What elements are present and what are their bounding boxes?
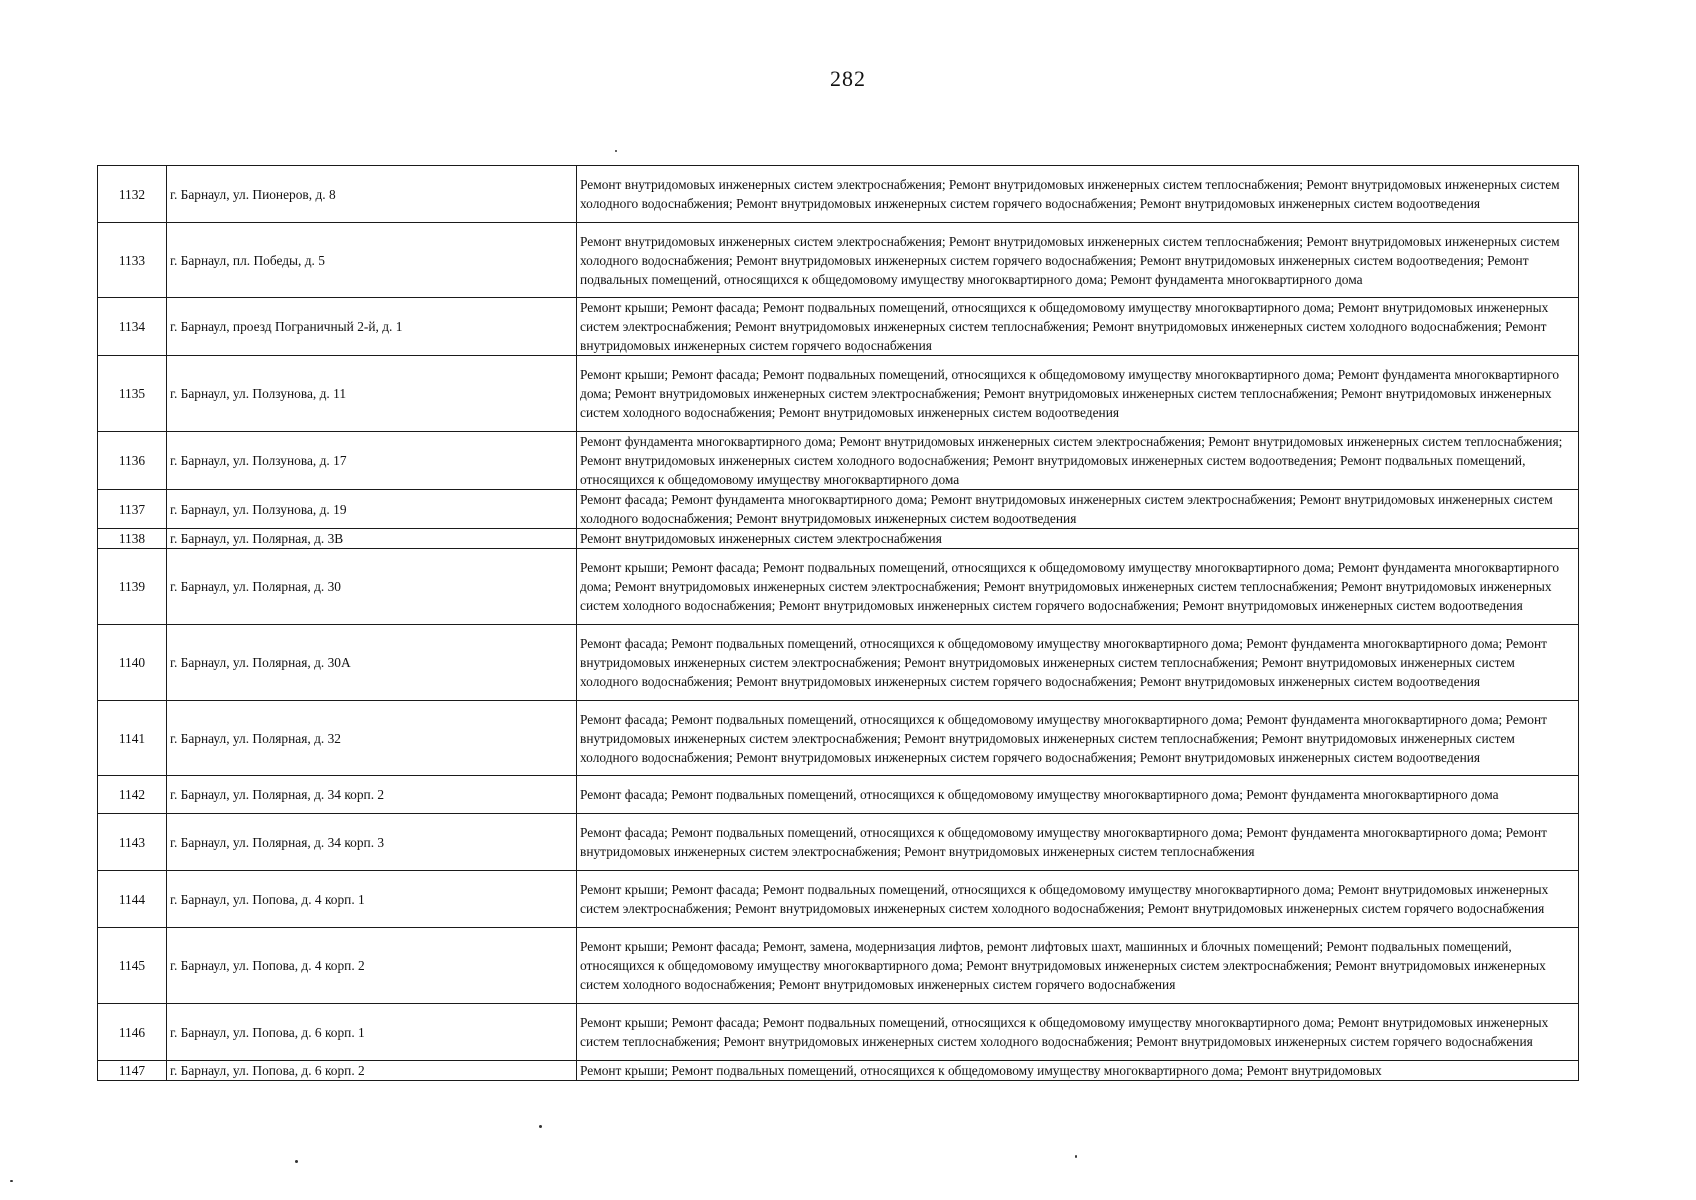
row-number: 1132 <box>98 166 167 223</box>
row-works: Ремонт фасада; Ремонт подвальных помещений, относящихся к общедомовому имуществу многоквартирного дома; Ремонт фундамента многоквартирного дома; Ремонт внутридомовых инженерных систем электроснабжения; Ремонт внутридомовых инженерных систем теплоснабжения <box>577 814 1579 871</box>
row-address: г. Барнаул, ул. Полярная, д. 34 корп. 2 <box>167 776 577 814</box>
works-table <box>97 165 1579 1081</box>
table-row <box>98 1061 1579 1081</box>
row-address: г. Барнаул, ул. Попова, д. 6 корп. 2 <box>167 1061 577 1081</box>
table-row <box>98 356 1579 432</box>
row-address: г. Барнаул, ул. Попова, д. 4 корп. 1 <box>167 871 577 928</box>
row-number: 1136 <box>98 432 167 490</box>
table-row <box>98 814 1579 871</box>
row-works: Ремонт внутридомовых инженерных систем электроснабжения <box>577 529 1579 549</box>
row-address: г. Барнаул, проезд Пограничный 2-й, д. 1 <box>167 298 577 356</box>
scan-speck <box>10 1180 13 1182</box>
row-works: Ремонт внутридомовых инженерных систем электроснабжения; Ремонт внутридомовых инженерных систем теплоснабжения; Ремонт внутридомовых инженерных систем холодного водоснабжения; Ремонт внутридомовых инженерных систем горячего водоснабжения; Ремонт внутридомовых инженерных систем водоотведения; Ремонт подвальных помещений, относящихся к общедомовому имуществу многоквартирного дома; Ремонт фундамента многоквартирного дома <box>577 223 1579 298</box>
row-number: 1135 <box>98 356 167 432</box>
scan-speck <box>1075 1155 1077 1158</box>
table-row <box>98 529 1579 549</box>
page-number: 282 <box>830 66 866 91</box>
row-works: Ремонт фасада; Ремонт подвальных помещений, относящихся к общедомовому имуществу многоквартирного дома; Ремонт фундамента многоквартирного дома <box>577 776 1579 814</box>
scan-speck <box>539 1125 542 1128</box>
row-address: г. Барнаул, пл. Победы, д. 5 <box>167 223 577 298</box>
row-number: 1139 <box>98 549 167 625</box>
row-address: г. Барнаул, ул. Полярная, д. 30 <box>167 549 577 625</box>
row-works: Ремонт крыши; Ремонт фасада; Ремонт подвальных помещений, относящихся к общедомовому имуществу многоквартирного дома; Ремонт фундамента многоквартирного дома; Ремонт внутридомовых инженерных систем электроснабжения; Ремонт внутридомовых инженерных систем теплоснабжения; Ремонт внутридомовых инженерных систем холодного водоснабжения; Ремонт внутридомовых инженерных систем горячего водоснабжения; Ремонт внутридомовых инженерных систем водоотведения <box>577 549 1579 625</box>
row-number: 1137 <box>98 490 167 529</box>
table-row <box>98 166 1579 223</box>
row-address: г. Барнаул, ул. Полярная, д. 32 <box>167 701 577 776</box>
row-address: г. Барнаул, ул. Попова, д. 4 корп. 2 <box>167 928 577 1004</box>
table-row <box>98 625 1579 701</box>
row-address: г. Барнаул, ул. Пионеров, д. 8 <box>167 166 577 223</box>
row-works: Ремонт крыши; Ремонт фасада; Ремонт, замена, модернизация лифтов, ремонт лифтовых шахт, машинных и блочных помещений; Ремонт подвальных помещений, относящихся к общедомовому имуществу многоквартирного дома; Ремонт внутридомовых инженерных систем электроснабжения; Ремонт внутридомовых инженерных систем холодного водоснабжения; Ремонт внутридомовых инженерных систем горячего водоснабжения <box>577 928 1579 1004</box>
table-row <box>98 776 1579 814</box>
table-row <box>98 928 1579 1004</box>
scan-speck <box>295 1160 298 1163</box>
table-row <box>98 871 1579 928</box>
row-number: 1146 <box>98 1004 167 1061</box>
row-address: г. Барнаул, ул. Ползунова, д. 11 <box>167 356 577 432</box>
row-number: 1141 <box>98 701 167 776</box>
row-address: г. Барнаул, ул. Попова, д. 6 корп. 1 <box>167 1004 577 1061</box>
row-number: 1134 <box>98 298 167 356</box>
row-works: Ремонт крыши; Ремонт фасада; Ремонт подвальных помещений, относящихся к общедомовому имуществу многоквартирного дома; Ремонт фундамента многоквартирного дома; Ремонт внутридомовых инженерных систем электроснабжения; Ремонт внутридомовых инженерных систем теплоснабжения; Ремонт внутридомовых инженерных систем холодного водоснабжения; Ремонт внутридомовых инженерных систем водоотведения <box>577 356 1579 432</box>
table-row <box>98 432 1579 490</box>
row-works: Ремонт крыши; Ремонт фасада; Ремонт подвальных помещений, относящихся к общедомовому имуществу многоквартирного дома; Ремонт внутридомовых инженерных систем электроснабжения; Ремонт внутридомовых инженерных систем теплоснабжения; Ремонт внутридомовых инженерных систем холодного водоснабжения; Ремонт внутридомовых инженерных систем горячего водоснабжения <box>577 298 1579 356</box>
row-address: г. Барнаул, ул. Ползунова, д. 17 <box>167 432 577 490</box>
table-row <box>98 298 1579 356</box>
row-number: 1145 <box>98 928 167 1004</box>
table-row <box>98 701 1579 776</box>
row-works: Ремонт фасада; Ремонт подвальных помещений, относящихся к общедомовому имуществу многоквартирного дома; Ремонт фундамента многоквартирного дома; Ремонт внутридомовых инженерных систем электроснабжения; Ремонт внутридомовых инженерных систем теплоснабжения; Ремонт внутридомовых инженерных систем холодного водоснабжения; Ремонт внутридомовых инженерных систем горячего водоснабжения; Ремонт внутридомовых инженерных систем водоотведения <box>577 625 1579 701</box>
row-number: 1133 <box>98 223 167 298</box>
table-row <box>98 1004 1579 1061</box>
table-row <box>98 223 1579 298</box>
row-number: 1138 <box>98 529 167 549</box>
row-number: 1140 <box>98 625 167 701</box>
works-table-body <box>98 166 1579 1081</box>
row-number: 1143 <box>98 814 167 871</box>
row-number: 1147 <box>98 1061 167 1081</box>
row-works: Ремонт крыши; Ремонт фасада; Ремонт подвальных помещений, относящихся к общедомовому имуществу многоквартирного дома; Ремонт внутридомовых инженерных систем электроснабжения; Ремонт внутридомовых инженерных систем холодного водоснабжения; Ремонт внутридомовых инженерных систем горячего водоснабжения <box>577 871 1579 928</box>
row-works: Ремонт крыши; Ремонт фасада; Ремонт подвальных помещений, относящихся к общедомовому имуществу многоквартирного дома; Ремонт внутридомовых инженерных систем теплоснабжения; Ремонт внутридомовых инженерных систем холодного водоснабжения; Ремонт внутридомовых инженерных систем горячего водоснабжения <box>577 1004 1579 1061</box>
scan-speck <box>615 150 617 152</box>
row-number: 1142 <box>98 776 167 814</box>
row-address: г. Барнаул, ул. Ползунова, д. 19 <box>167 490 577 529</box>
row-works: Ремонт крыши; Ремонт подвальных помещений, относящихся к общедомовому имуществу многоквартирного дома; Ремонт внутридомовых <box>577 1061 1579 1081</box>
row-address: г. Барнаул, ул. Полярная, д. 34 корп. 3 <box>167 814 577 871</box>
table-row <box>98 549 1579 625</box>
row-address: г. Барнаул, ул. Полярная, д. 30А <box>167 625 577 701</box>
row-number: 1144 <box>98 871 167 928</box>
table-row <box>98 490 1579 529</box>
row-works: Ремонт фундамента многоквартирного дома; Ремонт внутридомовых инженерных систем электроснабжения; Ремонт внутридомовых инженерных систем теплоснабжения; Ремонт внутридомовых инженерных систем холодного водоснабжения; Ремонт внутридомовых инженерных систем водоотведения; Ремонт подвальных помещений, относящихся к общедомовому имуществу многоквартирного дома <box>577 432 1579 490</box>
row-works: Ремонт фасада; Ремонт подвальных помещений, относящихся к общедомовому имуществу многоквартирного дома; Ремонт фундамента многоквартирного дома; Ремонт внутридомовых инженерных систем электроснабжения; Ремонт внутридомовых инженерных систем теплоснабжения; Ремонт внутридомовых инженерных систем холодного водоснабжения; Ремонт внутридомовых инженерных систем горячего водоснабжения; Ремонт внутридомовых инженерных систем водоотведения <box>577 701 1579 776</box>
row-address: г. Барнаул, ул. Полярная, д. 3В <box>167 529 577 549</box>
row-works: Ремонт внутридомовых инженерных систем электроснабжения; Ремонт внутридомовых инженерных систем теплоснабжения; Ремонт внутридомовых инженерных систем холодного водоснабжения; Ремонт внутридомовых инженерных систем горячего водоснабжения; Ремонт внутридомовых инженерных систем водоотведения <box>577 166 1579 223</box>
row-works: Ремонт фасада; Ремонт фундамента многоквартирного дома; Ремонт внутридомовых инженерных систем электроснабжения; Ремонт внутридомовых инженерных систем холодного водоснабжения; Ремонт внутридомовых инженерных систем водоотведения <box>577 490 1579 529</box>
